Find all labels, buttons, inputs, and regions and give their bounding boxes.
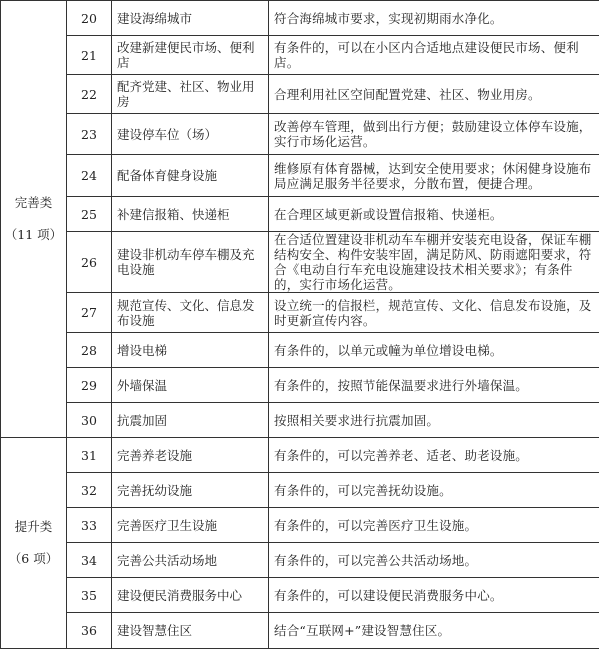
table-row [1, 578, 599, 613]
item-description: 有条件的，按照节能保温要求进行外墙保温。 [269, 368, 599, 403]
category-label: 提升类 [1, 511, 66, 543]
item-name: 建设智慧住区 [112, 613, 269, 649]
row-number: 23 [67, 114, 112, 155]
item-name: 外墙保温 [112, 368, 269, 403]
table-row [1, 473, 599, 508]
item-description: 在合适位置建设非机动车车棚并安装充电设备，保证车棚结构安全、构件安装牢固，满足防风、防雨遮阳要求，符合《电动自行车充电设施建设技术相关要求》；有条件的，实行市场化运营。 [269, 232, 599, 293]
row-number: 34 [67, 543, 112, 578]
item-name: 配齐党建、社区、物业用房 [112, 75, 269, 114]
table-row [1, 403, 599, 438]
row-number: 36 [67, 613, 112, 649]
item-description: 维修原有体育器械，达到安全使用要求；休闲健身设施布局应满足服务半径要求，分散布置，便捷合理。 [269, 155, 599, 197]
item-name: 建设停车位（场） [112, 114, 269, 155]
item-name: 补建信报箱、快递柜 [112, 197, 269, 232]
item-name: 改建新建便民市场、便利店 [112, 36, 269, 75]
item-description: 有条件的，可以完善医疗卫生设施。 [269, 508, 599, 543]
row-number: 21 [67, 36, 112, 75]
item-description: 符合海绵城市要求，实现初期雨水净化。 [269, 1, 599, 36]
category-count: （6 项） [1, 543, 66, 575]
table-row [1, 232, 599, 293]
row-number: 35 [67, 578, 112, 613]
row-number: 30 [67, 403, 112, 438]
table-row [1, 333, 599, 368]
item-name: 规范宣传、文化、信息发布设施 [112, 293, 269, 333]
item-description: 有条件的，可以完善养老、适老、助老设施。 [269, 438, 599, 473]
item-name: 完善养老设施 [112, 438, 269, 473]
category-count: （11 项） [1, 219, 66, 251]
item-name: 完善公共活动场地 [112, 543, 269, 578]
item-name: 建设便民消费服务中心 [112, 578, 269, 613]
item-description: 合理利用社区空间配置党建、社区、物业用房。 [269, 75, 599, 114]
row-number: 33 [67, 508, 112, 543]
category-cell [1, 438, 67, 649]
table-row [1, 75, 599, 114]
item-name: 抗震加固 [112, 403, 269, 438]
item-name: 建设海绵城市 [112, 1, 269, 36]
item-name: 完善医疗卫生设施 [112, 508, 269, 543]
table-row [1, 36, 599, 75]
item-description: 改善停车管理，做到出行方便；鼓励建设立体停车设施，实行市场化运营。 [269, 114, 599, 155]
item-description: 有条件的，可以建设便民消费服务中心。 [269, 578, 599, 613]
row-number: 31 [67, 438, 112, 473]
item-description: 结合“互联网+”建设智慧住区。 [269, 613, 599, 649]
row-number: 25 [67, 197, 112, 232]
item-description: 在合理区域更新或设置信报箱、快递柜。 [269, 197, 599, 232]
table-body [1, 1, 599, 649]
table-row [1, 438, 599, 473]
item-description: 有条件的，可以在小区内合适地点建设便民市场、便利店。 [269, 36, 599, 75]
row-number: 22 [67, 75, 112, 114]
table-row [1, 155, 599, 197]
table-row [1, 508, 599, 543]
item-description: 有条件的，可以完善抚幼设施。 [269, 473, 599, 508]
row-number: 32 [67, 473, 112, 508]
item-description: 有条件的，可以完善公共活动场地。 [269, 543, 599, 578]
table-row [1, 543, 599, 578]
table-row [1, 613, 599, 649]
item-name: 增设电梯 [112, 333, 269, 368]
item-name: 完善抚幼设施 [112, 473, 269, 508]
item-name: 建设非机动车停车棚及充电设施 [112, 232, 269, 293]
table-row [1, 197, 599, 232]
item-description: 有条件的，以单元或幢为单位增设电梯。 [269, 333, 599, 368]
row-number: 24 [67, 155, 112, 197]
row-number: 29 [67, 368, 112, 403]
category-cell [1, 1, 67, 438]
item-name: 配备体育健身设施 [112, 155, 269, 197]
table-row [1, 1, 599, 36]
row-number: 28 [67, 333, 112, 368]
item-description: 设立统一的信报栏，规范宣传、文化、信息发布设施，及时更新宣传内容。 [269, 293, 599, 333]
category-label: 完善类 [1, 187, 66, 219]
row-number: 27 [67, 293, 112, 333]
table-row [1, 368, 599, 403]
table-row [1, 293, 599, 333]
item-description: 按照相关要求进行抗震加固。 [269, 403, 599, 438]
row-number: 26 [67, 232, 112, 293]
table-row [1, 114, 599, 155]
row-number: 20 [67, 1, 112, 36]
